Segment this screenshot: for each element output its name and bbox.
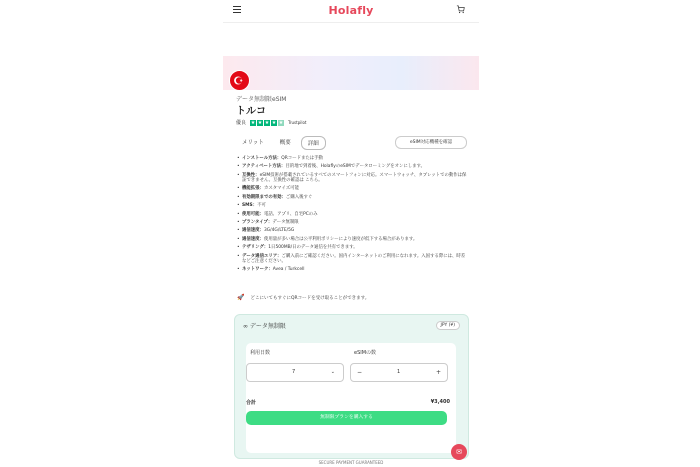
product-tabs [236, 136, 330, 150]
check-compatibility-button[interactable]: eSIM対応機種を確認 [395, 136, 467, 149]
star-rating-icon: ★ ★ ★ ★ ★ [250, 119, 284, 126]
list-item: • プランタイプ：データ無制限 [237, 220, 469, 225]
list-item: • 互換性：eSIM技術が搭載されているすべてのスマートフォンに対応。スマートウォッチ、タブレットでの動作は保証できません。互換性の確認は こちら。 [237, 173, 469, 183]
product-subtitle: データ無制限eSIM [236, 96, 287, 103]
cart-icon[interactable] [456, 5, 465, 14]
increment-button[interactable]: + [435, 369, 441, 376]
plan-title: ∞ データ無制限 [243, 323, 286, 330]
total-label: 合計 [246, 400, 257, 406]
tab-details[interactable]: 詳細 [301, 136, 326, 150]
quantity-value: 1 [397, 369, 401, 375]
list-item: • アクティベート方法：目的地で到着後、HolaflyのeSIMでデータローミングをオンにします。 [237, 164, 469, 169]
esim-quantity-stepper[interactable] [350, 363, 448, 382]
days-value: 7 [292, 369, 296, 375]
page-title: トルコ [236, 106, 266, 117]
plan-selector-card [234, 314, 469, 459]
days-label: 利用日数 [250, 350, 271, 356]
list-item: • テザリング：1日500MB/日のデータ通信を共有できます。 [237, 245, 469, 250]
list-item: • SMS：不可 [237, 203, 469, 208]
list-item: • データ通信エリア：ご購入前にご確認ください。国内インターネットのご利用になれます。入国する際には、時差などご注意ください。 [237, 254, 469, 264]
top-navigation-bar [223, 0, 479, 23]
list-item: • 機能拡張：カスタマイズ可能 [237, 186, 469, 191]
feature-list [237, 156, 469, 275]
currency-select[interactable]: JPY (¥) [436, 321, 461, 330]
secure-payment-footer: SECURE PAYMENT GUARANTEED [318, 460, 384, 465]
list-item: • インストール方法：QRコードまたは手動 [237, 156, 469, 161]
total-price: ¥3,400 [430, 399, 450, 405]
rating-label: 優良 [236, 120, 247, 126]
esim-count-label: eSIMの数 [354, 350, 377, 356]
buy-plan-button[interactable]: 無制限プランを購入する [246, 411, 447, 425]
promo-text: どこにいてもすぐにQRコードを受け取ることができます。 [250, 295, 370, 301]
list-item: • 通信速度：3G/4G/LTE/5G [237, 228, 469, 233]
list-item: • 使用可能：電話、アプリ、自宅PCのみ [237, 212, 469, 217]
tab-benefits[interactable]: メリット [242, 140, 264, 146]
turkey-flag-icon [229, 70, 250, 91]
chevron-down-icon: ⌄ [330, 369, 335, 375]
trustpilot-label: Trustpilot [288, 120, 307, 125]
rocket-icon: 🚀 [237, 294, 245, 301]
list-item: • 通信速度：使用量が多い場合は公平利用ポリシーにより速度が低下する場合があります。 [237, 237, 469, 242]
list-item: • ネットワーク：Avea / Turkcell [237, 267, 469, 272]
list-item: • 有効期限までの有効：ご購入後すぐ [237, 195, 469, 200]
decrement-button[interactable]: − [357, 369, 363, 376]
tab-overview[interactable]: 概要 [279, 140, 291, 146]
chat-icon[interactable]: ✉ [451, 444, 467, 460]
product-page [223, 0, 479, 467]
holafly-logo[interactable]: Holafly [328, 4, 374, 17]
days-select[interactable] [246, 363, 344, 382]
instant-delivery-note [237, 294, 369, 301]
trustpilot-rating[interactable] [236, 119, 306, 126]
hero-banner [223, 56, 479, 90]
plan-options [246, 343, 456, 453]
